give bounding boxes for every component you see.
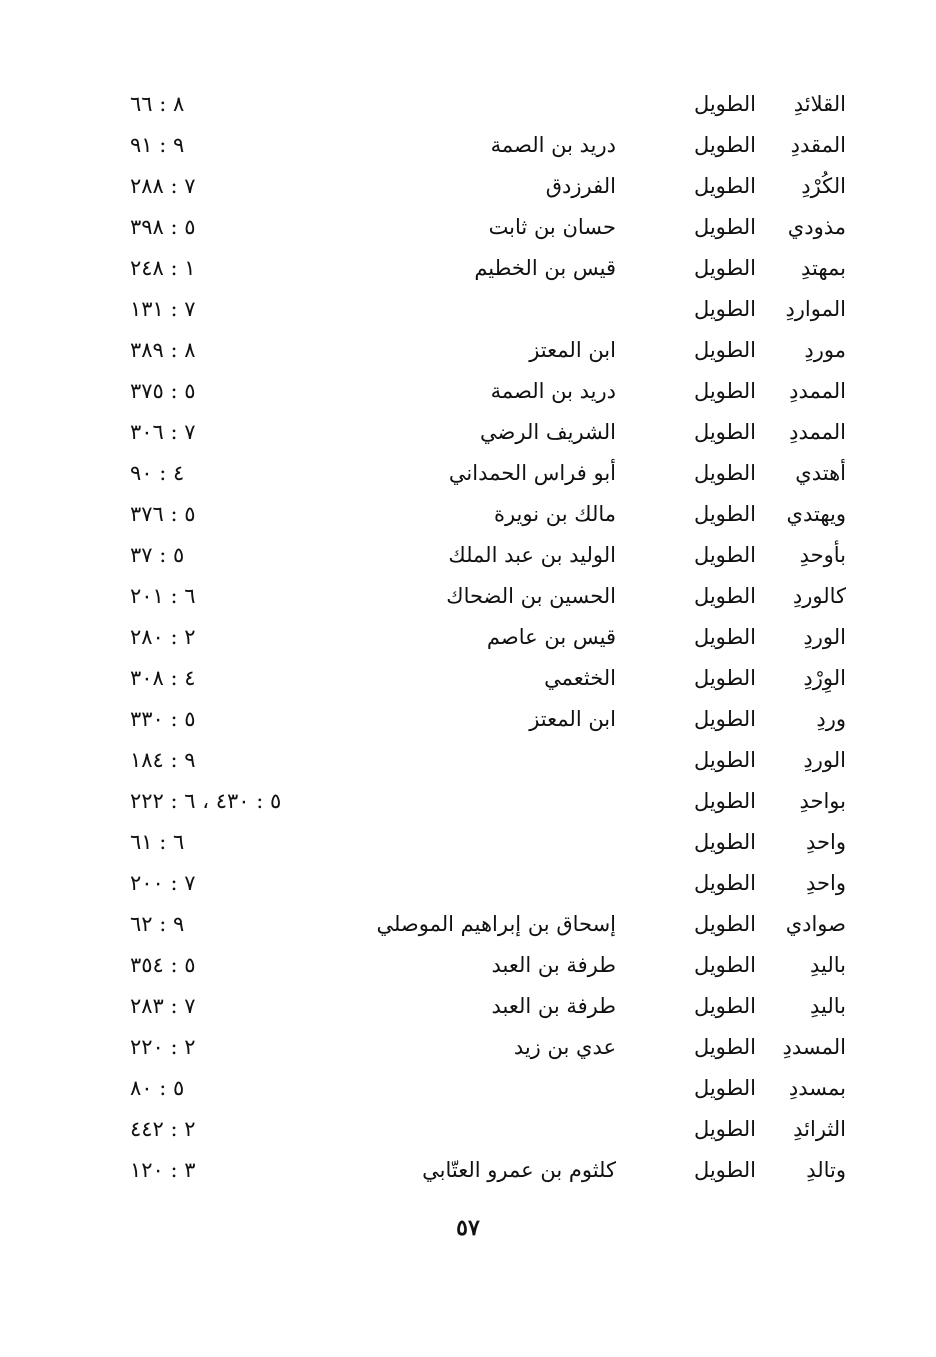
index-row	[0, 535, 936, 576]
index-row	[0, 330, 936, 371]
meter-name: الطويل	[693, 871, 756, 895]
rhyme-word: الكُرْدِ	[801, 174, 846, 198]
meter-name: الطويل	[693, 338, 756, 362]
index-row	[0, 494, 936, 535]
meter-name: الطويل	[693, 256, 756, 280]
volume-page-ref: ٥ : ٣٧	[130, 543, 185, 567]
poet-name	[296, 781, 616, 822]
rhyme-word: الثرائدِ	[793, 1117, 846, 1141]
rhyme-word: بواحدِ	[799, 789, 846, 813]
volume-page-ref: ٩ : ٦٢	[130, 912, 185, 936]
volume-page-ref: ٩ : ١٨٤	[130, 748, 196, 772]
meter-name: الطويل	[693, 748, 756, 772]
volume-page-ref: ٥ : ٣٥٤	[130, 953, 196, 977]
meter-name: الطويل	[693, 1076, 756, 1100]
volume-page-ref: ٧ : ٢٨٣	[130, 994, 196, 1018]
meter-name: الطويل	[693, 953, 756, 977]
rhyme-word: موردِ	[804, 338, 846, 362]
rhyme-word: وتالدِ	[806, 1158, 846, 1182]
rhyme-word: المسددِ	[782, 1035, 846, 1059]
volume-page-ref: ٥ : ٣٣٠	[130, 707, 196, 731]
poet-name: أبو فراس الحمداني	[448, 461, 616, 485]
rhyme-word: أهتدي	[795, 461, 846, 485]
rhyme-word: كالوردِ	[792, 584, 846, 608]
rhyme-index-table	[0, 84, 936, 1191]
rhyme-word: ويهتدي	[786, 502, 846, 526]
index-row	[0, 740, 936, 781]
volume-page-ref: ٦ : ٦١	[130, 830, 185, 854]
meter-name: الطويل	[693, 584, 756, 608]
poet-name: دريد بن الصمة	[490, 379, 616, 403]
index-row	[0, 781, 936, 822]
meter-name: الطويل	[693, 1035, 756, 1059]
volume-page-ref: ٥ : ٨٠	[130, 1076, 185, 1100]
meter-name: الطويل	[693, 297, 756, 321]
poet-name: الحسين بن الضحاك	[446, 584, 616, 608]
poet-name: كلثوم بن عمرو العتّابي	[422, 1158, 616, 1182]
poet-name: دريد بن الصمة	[490, 133, 616, 157]
meter-name: الطويل	[693, 707, 756, 731]
poet-name: إسحاق بن إبراهيم الموصلي	[376, 912, 616, 936]
meter-name: الطويل	[693, 133, 756, 157]
index-row	[0, 576, 936, 617]
poet-name	[296, 863, 616, 904]
volume-page-ref: ٩ : ٩١	[130, 133, 185, 157]
volume-page-ref: ٨ : ٦٦	[130, 92, 185, 116]
meter-name: الطويل	[693, 174, 756, 198]
index-row	[0, 248, 936, 289]
meter-name: الطويل	[693, 379, 756, 403]
index-row	[0, 166, 936, 207]
volume-page-ref: ٤ : ٩٠	[130, 461, 185, 485]
index-row	[0, 986, 936, 1027]
rhyme-word: بمهتدِ	[800, 256, 846, 280]
index-row	[0, 84, 936, 125]
index-row	[0, 699, 936, 740]
index-row	[0, 658, 936, 699]
index-row	[0, 289, 936, 330]
poet-name: الخثعمي	[544, 666, 616, 690]
meter-name: الطويل	[693, 625, 756, 649]
poet-name: الفرزدق	[545, 174, 616, 198]
poet-name: الوليد بن عبد الملك	[448, 543, 616, 567]
poet-name: حسان بن ثابت	[488, 215, 616, 239]
rhyme-word: بمسددِ	[788, 1076, 846, 1100]
rhyme-word: وردِ	[816, 707, 846, 731]
meter-name: الطويل	[693, 666, 756, 690]
volume-page-ref: ٥ : ٤٣٠ ، ٦ : ٢٢٢	[130, 789, 282, 813]
rhyme-word: بأوحدِ	[799, 543, 846, 567]
volume-page-ref: ٧ : ١٣١	[130, 297, 196, 321]
rhyme-word: المواردِ	[785, 297, 846, 321]
volume-page-ref: ٥ : ٣٧٥	[130, 379, 196, 403]
rhyme-word: واحدِ	[806, 830, 846, 854]
volume-page-ref: ٨ : ٣٨٩	[130, 338, 196, 362]
volume-page-ref: ٧ : ٣٠٦	[130, 420, 196, 444]
meter-name: الطويل	[693, 92, 756, 116]
meter-name: الطويل	[693, 543, 756, 567]
index-row	[0, 904, 936, 945]
poet-name: عدي بن زيد	[513, 1035, 616, 1059]
meter-name: الطويل	[693, 789, 756, 813]
volume-page-ref: ٣ : ١٢٠	[130, 1158, 196, 1182]
volume-page-ref: ٥ : ٣٧٦	[130, 502, 196, 526]
meter-name: الطويل	[693, 215, 756, 239]
rhyme-word: مذودي	[787, 215, 846, 239]
volume-page-ref: ٤ : ٣٠٨	[130, 666, 196, 690]
index-row	[0, 1027, 936, 1068]
volume-page-ref: ٥ : ٣٩٨	[130, 215, 196, 239]
rhyme-word: باليدِ	[809, 953, 846, 977]
rhyme-word: باليدِ	[809, 994, 846, 1018]
index-row	[0, 945, 936, 986]
index-row	[0, 412, 936, 453]
page-number: ٥٧	[456, 1215, 480, 1241]
meter-name: الطويل	[693, 1158, 756, 1182]
poet-name	[296, 822, 616, 863]
poet-name: قيس بن الخطيم	[474, 256, 616, 280]
volume-page-ref: ٢ : ٢٨٠	[130, 625, 196, 649]
volume-page-ref: ٦ : ٢٠١	[130, 584, 196, 608]
poet-name: ابن المعتز	[529, 707, 616, 731]
rhyme-word: صوادي	[785, 912, 846, 936]
index-row	[0, 125, 936, 166]
meter-name: الطويل	[693, 1117, 756, 1141]
rhyme-word: المقددِ	[790, 133, 846, 157]
meter-name: الطويل	[693, 420, 756, 444]
poet-name: طرفة بن العبد	[491, 994, 616, 1018]
poet-name: طرفة بن العبد	[491, 953, 616, 977]
poet-name	[296, 1109, 616, 1150]
rhyme-word: القلائدِ	[793, 92, 846, 116]
rhyme-word: الوردِ	[803, 625, 846, 649]
poet-name: قيس بن عاصم	[486, 625, 616, 649]
index-row	[0, 617, 936, 658]
index-row	[0, 207, 936, 248]
poet-name	[296, 740, 616, 781]
meter-name: الطويل	[693, 461, 756, 485]
poet-name	[296, 1068, 616, 1109]
rhyme-word: واحدِ	[806, 871, 846, 895]
index-row	[0, 1150, 936, 1191]
volume-page-ref: ٧ : ٢٠٠	[130, 871, 196, 895]
rhyme-word: الوِرْدِ	[803, 666, 846, 690]
index-row	[0, 863, 936, 904]
rhyme-word: الوردِ	[803, 748, 846, 772]
volume-page-ref: ٢ : ٢٢٠	[130, 1035, 196, 1059]
poet-name: ابن المعتز	[529, 338, 616, 362]
poet-name: مالك بن نويرة	[493, 502, 616, 526]
meter-name: الطويل	[693, 830, 756, 854]
volume-page-ref: ٢ : ٤٤٢	[130, 1117, 196, 1141]
index-row	[0, 371, 936, 412]
meter-name: الطويل	[693, 502, 756, 526]
volume-page-ref: ١ : ٢٤٨	[130, 256, 196, 280]
volume-page-ref: ٧ : ٢٨٨	[130, 174, 196, 198]
index-row	[0, 822, 936, 863]
meter-name: الطويل	[693, 994, 756, 1018]
index-row	[0, 1068, 936, 1109]
poet-name	[296, 84, 616, 125]
poet-name: الشريف الرضي	[480, 420, 616, 444]
index-row	[0, 453, 936, 494]
rhyme-word: الممددِ	[789, 379, 846, 403]
rhyme-word: الممددِ	[789, 420, 846, 444]
meter-name: الطويل	[693, 912, 756, 936]
index-row	[0, 1109, 936, 1150]
poet-name	[296, 289, 616, 330]
